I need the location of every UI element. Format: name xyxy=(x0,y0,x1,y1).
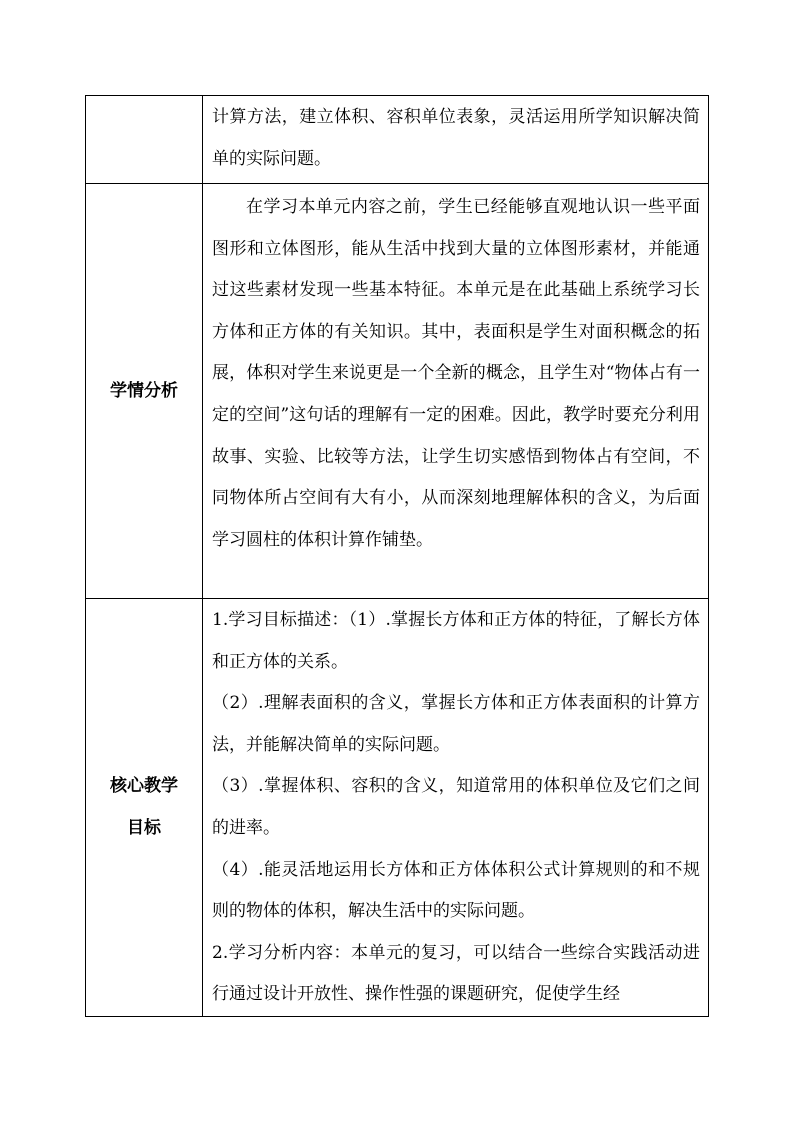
row-heading-student-analysis xyxy=(86,184,203,599)
row-content xyxy=(203,96,709,184)
paragraph: 1.学习目标描述：（1）.掌握长方体和正方体的特征，了解长方体和正方体的关系。 xyxy=(212,610,700,672)
paragraph: 计算方法，建立体积、容积单位表象，灵活运用所学知识解决简单的实际问题。 xyxy=(212,107,700,169)
paragraph: 在学习本单元内容之前，学生已经能够直观地认识一些平面图形和立体图形，能从生活中找到大量的立体图形素材，并能通过这些素材发现一些基本特征。本单元是在此基础上系统学习长方体和正方体的有关知识。其中，表面积是学生对面积概念的拓展，体积对学生来说更是一个全新的概念，且学生对“物体占有一定的空间”这句话的理解有一定的困难。因此，教学时要充分利用故事、实验、比较等方法，让学生切实感悟到物体占有空间，不同物体所占空间有大有小，从而深刻地理解体积的含义，为后面学习圆柱的体积计算作铺垫。 xyxy=(212,197,700,550)
row-content xyxy=(203,184,709,599)
heading-text-line1: 核心教学 xyxy=(110,776,178,797)
table-row xyxy=(86,599,709,1017)
table-row xyxy=(86,96,709,184)
paragraph: （4）.能灵活地运用长方体和正方体体积公式计算规则的和不规则的物体的体积，解决生活中的实际问题。 xyxy=(212,859,700,922)
table-row xyxy=(86,184,709,599)
row-content xyxy=(203,599,709,1017)
paragraph: （3）.掌握体积、容积的含义，知道常用的体积单位及它们之间的进率。 xyxy=(212,776,700,838)
row-heading xyxy=(86,96,203,184)
heading-text: 学情分析 xyxy=(110,381,178,401)
heading-text-line2: 目标 xyxy=(127,818,161,839)
row-heading-core-objectives xyxy=(86,599,203,1017)
paragraph: （2）.理解表面积的含义，掌握长方体和正方体表面积的计算方法，并能解决简单的实际问题。 xyxy=(212,693,700,755)
paragraph: 2.学习分析内容：本单元的复习，可以结合一些综合实践活动进行通过设计开放性、操作性强的课题研究，促使学生经 xyxy=(212,942,700,1005)
lesson-plan-table xyxy=(85,95,709,1017)
